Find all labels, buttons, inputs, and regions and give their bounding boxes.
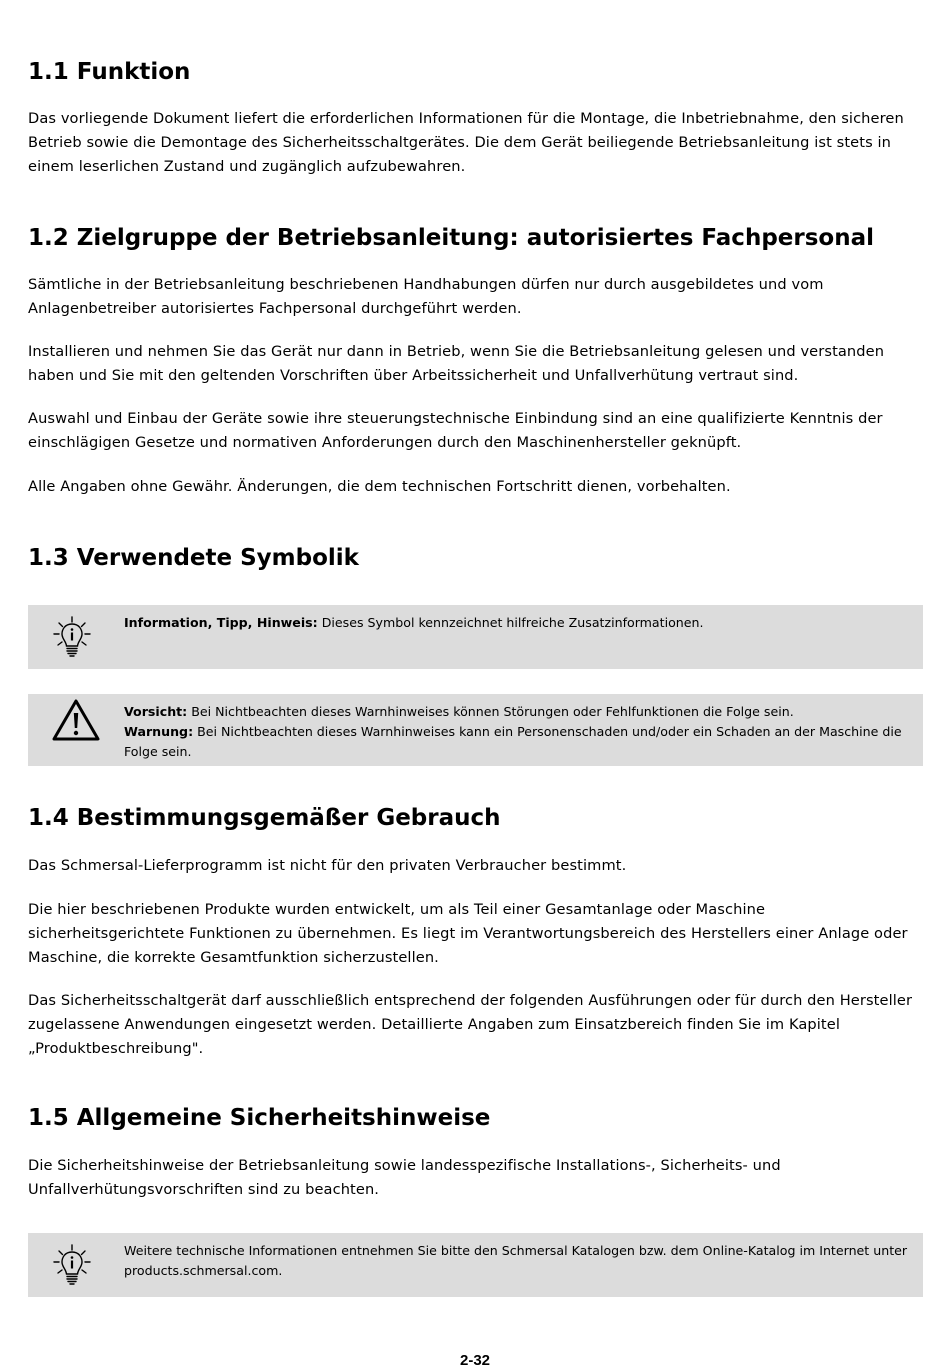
paragraph: Das Sicherheitsschaltgerät darf ausschließlich entsprechend der folgenden Ausführungen oder für durch den Hersteller zugelassene Anwendungen eingesetzt werden. Detaillierte Angaben zum Einsatzbereich finden Sie im Kapitel „Produktbeschreibung". [28,992,913,1057]
caution-description: Bei Nichtbeachten dieses Warnhinweises können Störungen oder Fehlfunktionen die Folge sein. [187,704,794,719]
paragraph: Installieren und nehmen Sie das Gerät nur dann in Betrieb, wenn Sie die Betriebsanleitung gelesen und verstanden haben und Sie mit den geltenden Vorschriften über Arbeitssicherheit und Unfallverhütung vertraut sind. [28,343,885,384]
warning-box-text [124,702,914,762]
paragraph: Die hier beschriebenen Produkte wurden entwickelt, um als Teil einer Gesamtanlage oder Maschine sicherheitsgerichtete Funktionen zu übernehmen. Es liegt im Verantwortungsbereich des Herstellers einer Anlage oder Maschine, die korrekte Gesamtfunktion sicherzustellen. [28,901,908,966]
info-box-text: Weitere technische Informationen entnehmen Sie bitte den Schmersal Katalogen bzw. dem Online-Katalog im Internet unter products.schmersal.com. [124,1243,908,1278]
warning-box [28,694,923,766]
warning-triangle-icon [52,698,100,746]
warning-label: Warnung: [124,724,194,739]
paragraph: Die Sicherheitshinweise der Betriebsanleitung sowie landesspezifische Installations-, Sicherheits- und Unfallverhütungsvorschriften sind zu beachten. [28,1157,781,1198]
caution-label: Vorsicht: [124,704,188,719]
paragraph: Sämtliche in der Betriebsanleitung beschriebenen Handhabungen dürfen nur durch ausgebildetes und vom Anlagenbetreiber autorisiertes Fachpersonal durchgeführt werden. [28,276,824,317]
info-label: Information, Tipp, Hinweis: [124,615,318,630]
caution-line [124,702,914,722]
warning-line [124,722,914,762]
info-box-text [124,613,914,633]
section-heading-funktion: 1.1 Funktion [28,59,191,85]
warning-description: Bei Nichtbeachten dieses Warnhinweises kann ein Personenschaden und/oder ein Schaden an der Maschine die Folge sein. [124,724,902,759]
paragraph: Das vorliegende Dokument liefert die erforderlichen Informationen für die Montage, die Inbetriebnahme, den sicheren Betrieb sowie die Demontage des Sicherheitsschaltgerätes. Die dem Gerät beiliegende Betriebsanleitung ist stets in einem leserlichen Zustand und zugänglich aufzubewahren. [28,110,904,175]
info-box [28,605,923,669]
section-heading-symbolik: 1.3 Verwendete Symbolik [28,545,359,571]
info-box [28,1233,923,1297]
section-heading-sicherheitshinweise: 1.5 Allgemeine Sicherheitshinweise [28,1105,491,1131]
section-heading-bestimmungsgemaesser-gebrauch: 1.4 Bestimmungsgemäßer Gebrauch [28,805,501,831]
info-description: Dieses Symbol kennzeichnet hilfreiche Zusatzinformationen. [317,615,704,630]
paragraph: Alle Angaben ohne Gewähr. Änderungen, die dem technischen Fortschritt dienen, vorbehalten. [28,478,731,495]
lightbulb-info-icon [50,615,94,663]
paragraph: Das Schmersal-Lieferprogramm ist nicht für den privaten Verbraucher bestimmt. [28,857,627,874]
lightbulb-info-icon [50,1243,94,1291]
page-number: 2-32 [459,1352,491,1369]
paragraph: Auswahl und Einbau der Geräte sowie ihre steuerungstechnische Einbindung sind an eine qualifizierte Kenntnis der einschlägigen Gesetze und normativen Anforderungen durch den Maschinenhersteller geknüpft. [28,410,883,451]
section-heading-zielgruppe: 1.2 Zielgruppe der Betriebsanleitung: autorisiertes Fachpersonal [28,225,874,251]
